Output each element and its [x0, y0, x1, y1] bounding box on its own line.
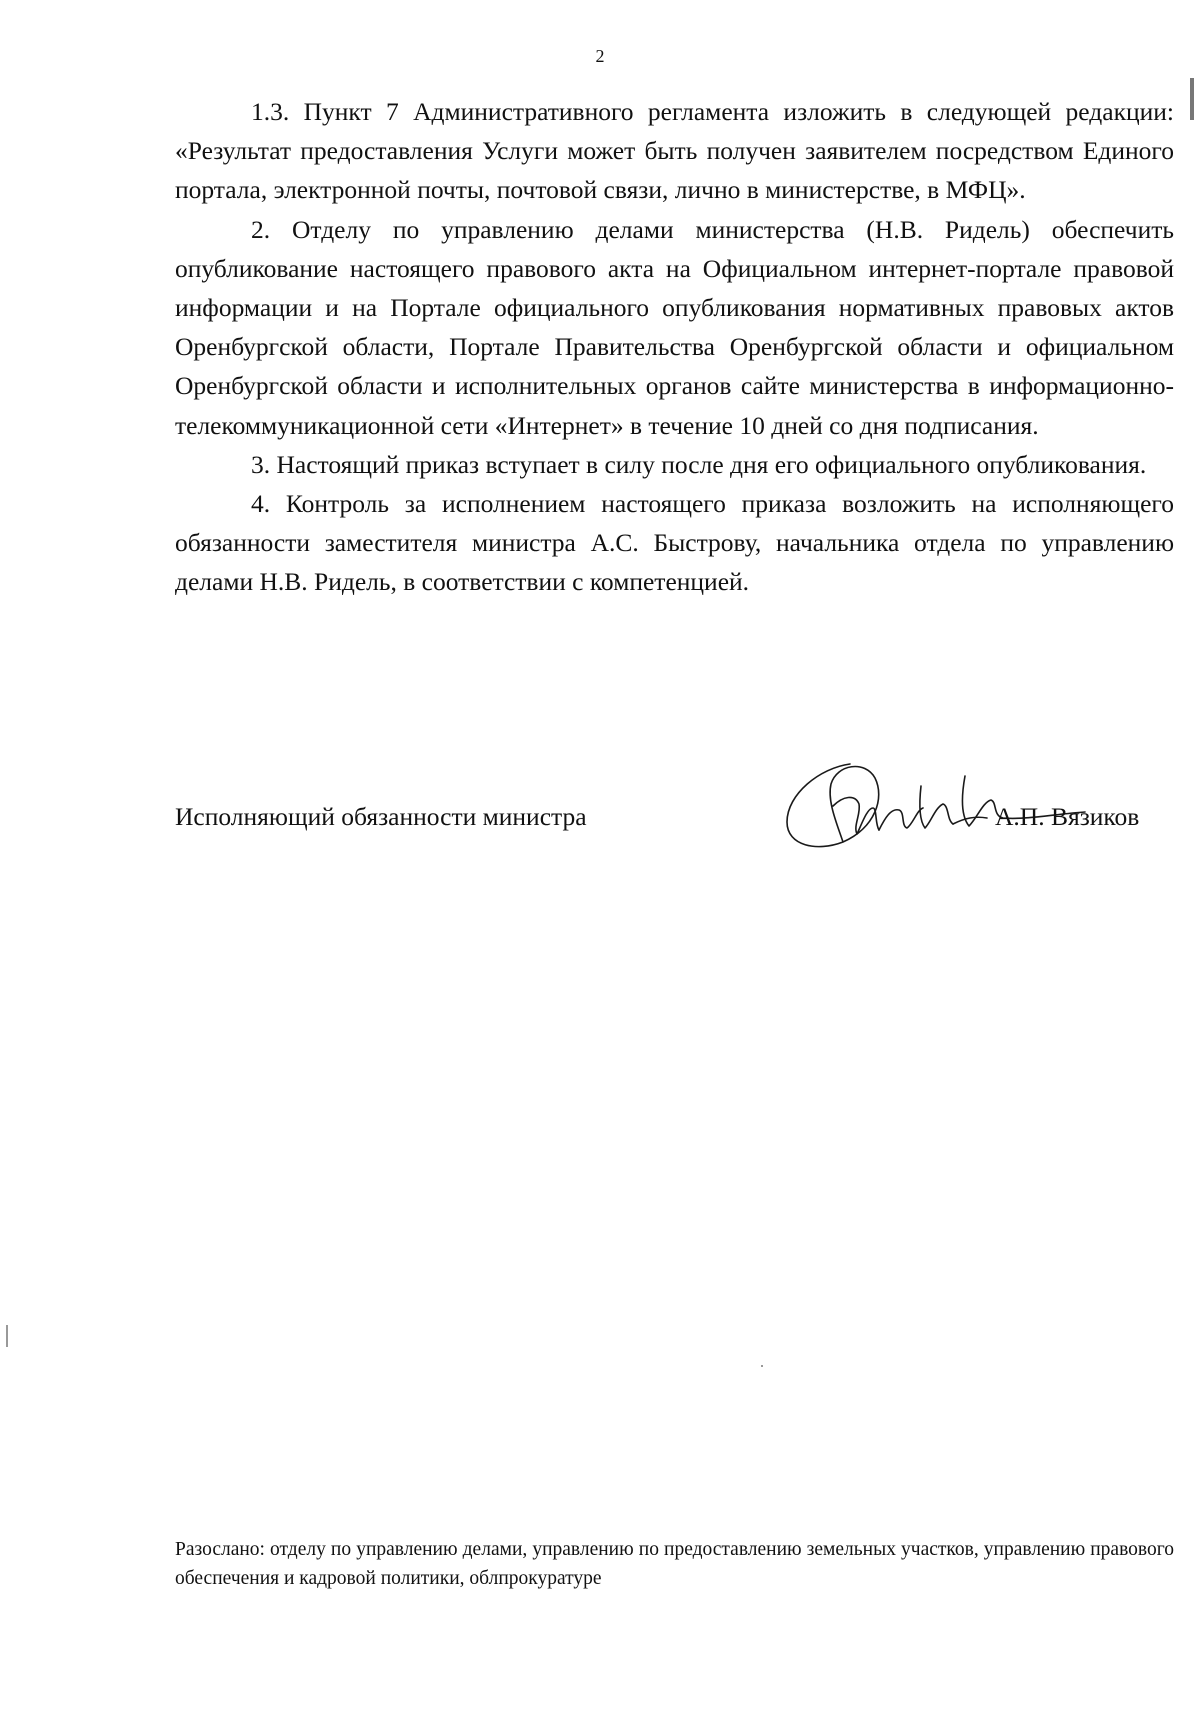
paragraph-3: 3. Настоящий приказ вступает в силу после дня его официального опубликования.	[251, 449, 1147, 479]
paragraph-4: 4. Контроль за исполнением настоящего приказа возложить на исполняющего обязанности заместителя министра А.С. Быстрову, начальника отдела по управлению делами Н.В. Ридель, в соответствии с компетенцией.	[175, 489, 1174, 597]
scan-edge-mark	[1190, 78, 1194, 120]
distribution-list: Разослано: отделу по управлению делами, управлению по предоставлению земельных участков, управлению правового обеспечения и кадровой политики, облпрокуратуре	[175, 1539, 1174, 1589]
scan-speck	[761, 1365, 763, 1367]
page-number: 2	[595, 46, 605, 66]
paragraph-2: 2. Отделу по управлению делами министерства (Н.В. Ридель) обеспечить опубликование настоящего правового акта на Официальном интернет-портале правовой информации и на Портале официального опубликования нормативных правовых актов Оренбургской области, Портале Правительства Оренбургской области и официальном Оренбургской области и исполнительных органов сайте министерства в информационно-телекоммуникационной сети «Интернет» в течение 10 дней со дня подписания.	[175, 214, 1174, 440]
document-body	[175, 92, 1174, 602]
scan-speck	[6, 1325, 8, 1347]
handwritten-signature	[725, 746, 1175, 856]
paragraph-1-3: 1.3. Пункт 7 Административного регламента изложить в следующей редакции: «Результат предоставления Услуги может быть получен заявителем посредством Единого портала, электронной почты, почтовой связи, лично в министерстве, в МФЦ».	[175, 97, 1174, 205]
signature-block	[175, 786, 1175, 846]
signatory-name: А.П. Вязиков	[995, 802, 1140, 831]
signatory-title: Исполняющий обязанности министра	[175, 802, 587, 831]
